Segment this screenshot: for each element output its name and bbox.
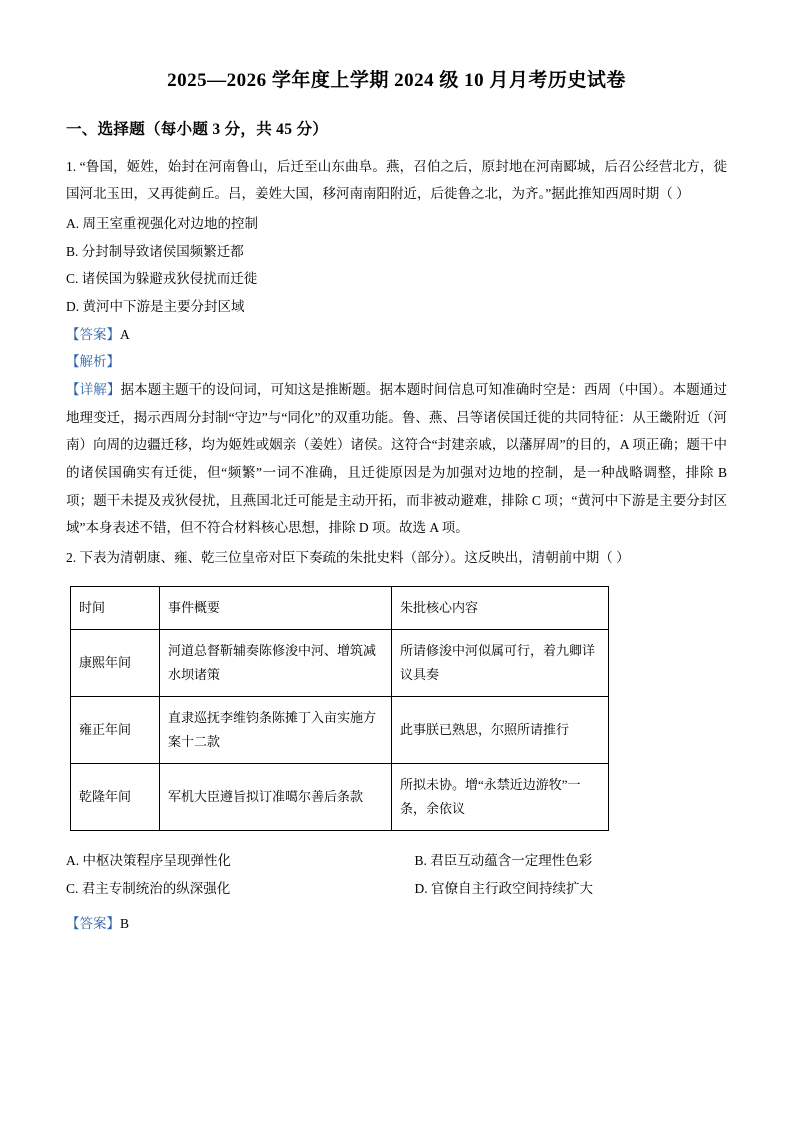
page-title: 2025—2026 学年度上学期 2024 级 10 月月考历史试卷 xyxy=(167,70,626,91)
question-2-option-d: D. 官僚自主行政空间持续扩大 xyxy=(414,881,593,897)
analysis-tag: 【解析】 xyxy=(66,354,120,370)
question-1 xyxy=(66,153,727,542)
question-2-option-c: C. 君主专制统治的纵深强化 xyxy=(66,881,231,897)
table-cell-note: 所请修浚中河似属可行，着九卿详议具奏 xyxy=(392,629,609,696)
table-cell-time: 康熙年间 xyxy=(71,629,160,696)
table-cell-summary: 军机大臣遵旨拟订准噶尔善后条款 xyxy=(160,763,392,830)
table-cell-time: 乾隆年间 xyxy=(71,763,160,830)
answer-tag: 【答案】 xyxy=(66,915,120,931)
table-header-note: 朱批核心内容 xyxy=(392,586,609,629)
question-1-option-c: C. 诸侯国为躲避戎狄侵扰而迁徙 xyxy=(66,271,258,287)
answer-tag: 【答案】 xyxy=(66,326,120,342)
question-1-number: 1. xyxy=(66,158,77,174)
question-2-option-b: B. 君臣互动蕴含一定理性色彩 xyxy=(414,853,593,868)
table-row xyxy=(71,763,609,830)
question-2-stem xyxy=(66,544,727,572)
table-row xyxy=(71,696,609,763)
question-2-number: 2. xyxy=(66,550,77,565)
question-2-options xyxy=(66,847,727,904)
table-row xyxy=(71,629,609,696)
question-2-option-a: A. 中枢决策程序呈现弹性化 xyxy=(66,853,231,868)
question-2-answer-line xyxy=(66,910,727,938)
question-1-answer-line xyxy=(66,321,727,349)
question-1-stem xyxy=(66,153,727,208)
question-1-analysis-line xyxy=(66,348,727,376)
zhupi-table xyxy=(70,586,609,831)
table-cell-summary: 河道总督靳辅奏陈修浚中河、增筑减水坝诸策 xyxy=(160,629,392,696)
section-heading: 一、选择题（每小题 3 分，共 45 分） xyxy=(66,120,329,138)
question-1-option-b: B. 分封制导致诸侯国频繁迁都 xyxy=(66,243,244,259)
question-1-answer: A xyxy=(120,326,130,342)
question-1-option-d: D. 黄河中下游是主要分封区域 xyxy=(66,298,245,314)
table-header-time: 时间 xyxy=(71,586,160,629)
table-cell-note: 所拟未协。增“永禁近边游牧”一条，余依议 xyxy=(392,763,609,830)
table-cell-summary: 直隶巡抚李维钧条陈摊丁入亩实施方案十二款 xyxy=(160,696,392,763)
detail-tag: 【详解】 xyxy=(66,381,121,397)
question-2-answer: B xyxy=(120,915,130,931)
table-header-summary: 事件概要 xyxy=(160,586,392,629)
question-1-option-a: A. 周王室重视强化对边地的控制 xyxy=(66,215,258,231)
question-1-detail-text: 据本题主题干的设问词，可知这是推断题。据本题时间信息可知准确时空是：西周（中国）。本题通过地理变迁，揭示西周分封制“守边”与“同化”的双重功能。鲁、燕、吕等诸侯国迁徙的共同特征：从王畿附近（河南）向周的边疆迁移，均为姬姓或姻亲（姜姓）诸侯。这符合“封建亲戚，以藩屏周”的目的，A 项正确；题干中的诸侯国确实有迁徙，但“频繁”一词不准确，且迁徙原因是为加强对边地的控制，是一种战略调整，排除 B 项；题干未提及戎狄侵扰，且燕国北迁可能是主动开拓，而非被动避难，排除 C 项；“黄河中下游是主要分封区域”本身表述不错，但不符合材料核心思想，排除 D 项。故选 A 项。 xyxy=(66,381,728,536)
question-1-detail xyxy=(66,376,727,542)
question-1-text: “鲁国，姬姓，始封在河南鲁山，后迁至山东曲阜。燕，召伯之后，原封地在河南郾城，后召公经营北方，徙国河北玉田，又再徙蓟丘。吕，姜姓大国，移河南南阳附近，后徙鲁之北，为齐。”据此推知西周时期（ ） xyxy=(66,158,728,202)
question-2-text: 下表为清朝康、雍、乾三位皇帝对臣下奏疏的朱批史料（部分）。这反映出，清朝前中期（ ） xyxy=(79,550,630,565)
table-cell-note: 此事朕已熟思，尔照所请推行 xyxy=(392,696,609,763)
table-header-row xyxy=(71,586,609,629)
question-2 xyxy=(66,544,727,937)
table-cell-time: 雍正年间 xyxy=(71,696,160,763)
